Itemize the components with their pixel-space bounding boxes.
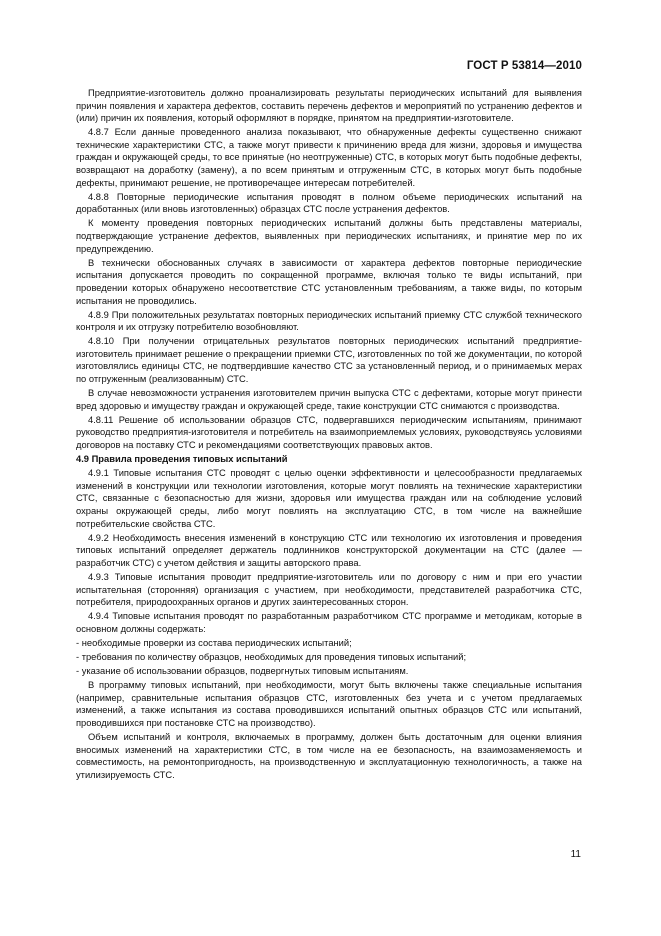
paragraph: В технически обоснованных случаях в зависимости от характера дефектов повторные периодические испытания допускается проводить по сокращенной программе, включая только те виды испытаний, при проведении которых обнаружено несоответствие СТС установленным требованиям, а также виды, по которым испытания не проводились. — [76, 257, 582, 306]
paragraph: 4.8.8 Повторные периодические испытания проводят в полном объеме периодических испытаний на доработанных (или вновь изготовленных) образцах СТС после устранения дефектов. — [76, 191, 582, 215]
paragraph: Предприятие-изготовитель должно проанализировать результаты периодических испытаний для выявления причин появления и характера дефектов, составить перечень дефектов и мероприятий по устранению дефектов и (или) причин их появления, который оформляют в порядке, принятом на предприятии-изготовителе. — [76, 88, 582, 124]
section-heading: 4.9 Правила проведения типовых испытаний — [76, 454, 288, 465]
page-number: 11 — [570, 849, 581, 860]
list-item: - указание об использовании образцов, подвергнутых типовым испытаниям. — [76, 666, 409, 677]
paragraph: 4.8.11 Решение об использовании образцов СТС, подвергавшихся периодическим испытаниям, принимают руководство предприятия-изготовителя и потребитель на взаимоприемлемых условиях, руководствуясь условиями договоров на поставку СТС и рекомендациями соответствующих правовых актов. — [76, 414, 582, 451]
paragraph: В программу типовых испытаний, при необходимости, могут быть включены также специальные испытания (например, сравнительные испытания образцов СТС, изготовленных без учета и с учетом предлагаемых изменений, а также испытания из состава проводившихся испытаний опытных образцов СТС или испытаний, проводившихся при постановке СТС на производство). — [76, 680, 582, 728]
paragraph: 4.8.9 При положительных результатах повторных периодических испытаний приемку СТС службой технического контроля и их отгрузку потребителю возобновляют. — [76, 309, 582, 333]
paragraph: Объем испытаний и контроля, включаемых в программу, должен быть достаточным для оценки влияния вносимых изменений на характеристики СТС, в том числе на ее безопасность, на взаимозаменяемость и совместимость, на ремонтопригодность, на производственную и эксплуатационную технологичность, а также на утилизируемость СТС. — [76, 732, 582, 780]
list-item: - требования по количеству образцов, необходимых для проведения типовых испытаний; — [76, 652, 467, 663]
paragraph: 4.8.7 Если данные проведенного анализа показывают, что обнаруженные дефекты существенно снижают технические характеристики СТС, а также могут привести к причинению вреда для жизни, здоровья и имущества граждан и окружающей среды, то все принятые (но неотгруженные) СТС, в которых могут быть подобные дефекты, возвращают на доработку (замену), а по всем принятым и отгруженным СТС, в которых могут быть подобные дефекты, принимают решение, не противоречащее интересам потребителей. — [76, 127, 582, 188]
list-item: - необходимые проверки из состава периодических испытаний; — [76, 637, 352, 648]
paragraph: 4.9.2 Необходимость внесения изменений в конструкцию СТС или технологию их изготовления и проведения типовых испытаний определяет держатель подлинников конструкторской документации на СТС (далее — разработчик СТС) с учетом действия и защиты авторского права. — [76, 532, 582, 568]
paragraph: 4.9.1 Типовые испытания СТС проводят с целью оценки эффективности и целесообразности предлагаемых изменений в конструкции или технологии изготовления, которые могут повлиять на технические характеристики СТС, связанные с безопасностью для жизни, здоровья или имущества граждан или на соблюдение условий охраны окружающей среды, либо могут повлиять на эксплуатацию СТС, в том числе на важнейшие потребительские свойства СТС. — [76, 468, 582, 529]
document-code-header: ГОСТ Р 53814—2010 — [466, 60, 582, 72]
paragraph: 4.9.3 Типовые испытания проводит предприятие-изготовитель или по договору с ним и при его участии испытательная (сторонняя) организация с участием, при необходимости, представителей разработчика СТС, потребителя, природоохранных органов и других заинтересованных сторон. — [76, 571, 582, 608]
document-body — [76, 87, 582, 783]
paragraph: 4.9.4 Типовые испытания проводят по разработанным разработчиком СТС программе и методикам, которые в основном должны содержать: — [76, 611, 582, 634]
paragraph: 4.8.10 При получении отрицательных результатов повторных периодических испытаний предприятие-изготовитель принимает решение о прекращении приемки СТС, изготовленных по той же документации, по которой изготовлялись единицы СТС, не подтвердившие качество СТС за установленный период, и о принимаемых мерах по отгруженным (реализованным) СТС. — [76, 336, 582, 385]
paragraph: К моменту проведения повторных периодических испытаний должны быть представлены материалы, подтверждающие устранение дефектов, выявленных при периодических испытаниях, и принятие мер по их предупреждению. — [76, 218, 582, 254]
paragraph: В случае невозможности устранения изготовителем причин выпуска СТС с дефектами, которые могут принести вред здоровью и имуществу граждан и окружающей среде, такие конструкции СТС снимаются с производства. — [76, 388, 582, 411]
